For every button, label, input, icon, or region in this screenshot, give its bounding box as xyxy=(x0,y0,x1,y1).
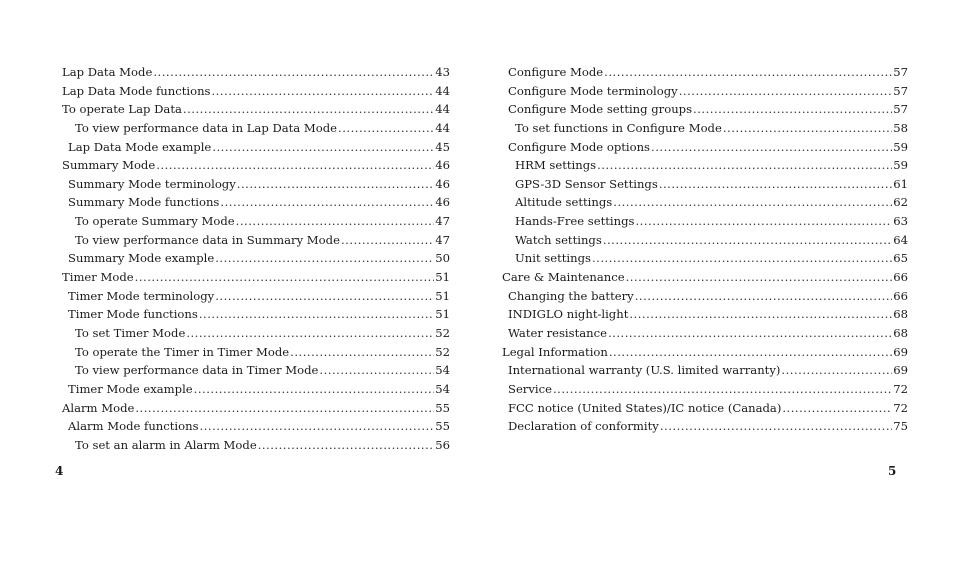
toc-entry[interactable] xyxy=(502,305,908,324)
toc-entry-title: Summary Mode terminology xyxy=(68,176,236,191)
dot-leader xyxy=(635,212,892,231)
toc-entry-title: Water resistance xyxy=(508,325,607,340)
toc-entry-title: Configure Mode setting groups xyxy=(508,102,693,117)
toc-entry-title: INDIGLO night-light xyxy=(508,307,629,322)
dot-leader xyxy=(629,305,892,324)
toc-entry-page: 44 xyxy=(435,83,450,98)
toc-entry-page: 52 xyxy=(435,344,450,359)
toc-entry[interactable] xyxy=(62,63,450,82)
dot-leader xyxy=(608,324,892,343)
toc-entry[interactable] xyxy=(502,138,908,157)
toc-entry-page: 75 xyxy=(893,419,908,434)
toc-entry[interactable] xyxy=(62,287,450,306)
dot-leader xyxy=(604,63,892,82)
toc-entry-page: 72 xyxy=(893,381,908,396)
dot-leader xyxy=(603,231,892,250)
toc-entry[interactable] xyxy=(62,343,450,362)
toc-entry-title: Alarm Mode functions xyxy=(68,419,199,434)
toc-entry[interactable] xyxy=(502,82,908,101)
dot-leader xyxy=(597,156,892,175)
toc-entry[interactable] xyxy=(62,193,450,212)
toc-entry-page: 59 xyxy=(893,158,908,173)
toc-entry[interactable] xyxy=(62,138,450,157)
toc-entry-title: Summary Mode xyxy=(62,158,156,173)
toc-entry-title: To operate Summary Mode xyxy=(75,214,235,229)
dot-leader xyxy=(659,175,892,194)
toc-entry-page: 46 xyxy=(435,195,450,210)
dot-leader xyxy=(194,380,435,399)
toc-entry-page: 56 xyxy=(435,437,450,452)
toc-entry-title: Timer Mode functions xyxy=(68,307,198,322)
dot-leader xyxy=(220,193,434,212)
toc-entry-page: 69 xyxy=(893,344,908,359)
dot-leader xyxy=(782,399,892,418)
toc-entry-title: Unit settings xyxy=(515,251,591,266)
toc-entry-page: 57 xyxy=(893,102,908,117)
toc-entry[interactable] xyxy=(62,436,450,455)
toc-entry[interactable] xyxy=(62,305,450,324)
dot-leader xyxy=(215,249,434,268)
toc-entry-page: 51 xyxy=(435,288,450,303)
dot-leader xyxy=(156,156,434,175)
toc-entry[interactable] xyxy=(62,156,450,175)
dot-leader xyxy=(626,268,893,287)
toc-entry[interactable] xyxy=(502,100,908,119)
right-page xyxy=(477,0,954,573)
toc-entry-title: To set Timer Mode xyxy=(75,325,186,340)
toc-entry[interactable] xyxy=(62,361,450,380)
toc-entry[interactable] xyxy=(502,119,908,138)
dot-leader xyxy=(693,100,892,119)
dot-leader xyxy=(290,343,434,362)
toc-entry-page: 54 xyxy=(435,363,450,378)
toc-entry-page: 58 xyxy=(893,120,908,135)
toc-entry[interactable] xyxy=(62,231,450,250)
toc-entry-page: 68 xyxy=(893,307,908,322)
toc-entry-page: 52 xyxy=(435,325,450,340)
dot-leader xyxy=(635,287,893,306)
toc-entry-title: Watch settings xyxy=(515,232,602,247)
toc-entry-page: 66 xyxy=(893,288,908,303)
toc-entry-title: Timer Mode example xyxy=(68,381,193,396)
toc-entry[interactable] xyxy=(502,193,908,212)
dot-leader xyxy=(236,212,435,231)
toc-entry-title: Hands-Free settings xyxy=(515,214,635,229)
toc-entry-title: Configure Mode terminology xyxy=(508,83,678,98)
toc-list-left xyxy=(62,63,450,454)
dot-leader xyxy=(319,361,434,380)
dot-leader xyxy=(153,63,434,82)
toc-entry-title: Configure Mode options xyxy=(508,139,651,154)
toc-entry-title: Declaration of conformity xyxy=(508,419,659,434)
dot-leader xyxy=(237,175,434,194)
dot-leader xyxy=(679,82,893,101)
dot-leader xyxy=(613,193,892,212)
toc-entry-title: Timer Mode xyxy=(62,270,134,285)
toc-entry-page: 45 xyxy=(435,139,450,154)
dot-leader xyxy=(215,287,434,306)
toc-entry-page: 57 xyxy=(893,83,908,98)
toc-entry-page: 72 xyxy=(893,400,908,415)
toc-entry-page: 43 xyxy=(435,65,450,79)
toc-entry[interactable] xyxy=(62,175,450,194)
toc-entry-page: 68 xyxy=(893,325,908,340)
dot-leader xyxy=(609,343,892,362)
toc-entry[interactable] xyxy=(62,212,450,231)
toc-entry-page: 55 xyxy=(435,419,450,434)
toc-entry-title: Timer Mode terminology xyxy=(68,288,215,303)
toc-entry[interactable] xyxy=(62,268,450,287)
page-number-left: 4 xyxy=(55,464,64,478)
toc-entry[interactable] xyxy=(502,324,908,343)
toc-entry-title: To operate Lap Data xyxy=(62,102,182,117)
toc-entry-title: Altitude settings xyxy=(515,195,613,210)
toc-entry-title: Lap Data Mode xyxy=(62,65,153,79)
toc-entry-page: 65 xyxy=(893,251,908,266)
toc-entry-page: 50 xyxy=(435,251,450,266)
toc-entry-title: Summary Mode example xyxy=(68,251,215,266)
page-number-right: 5 xyxy=(888,464,897,478)
toc-entry[interactable] xyxy=(502,417,908,436)
toc-entry-title: To view performance data in Summary Mode xyxy=(75,232,340,247)
toc-entry[interactable] xyxy=(502,343,908,362)
dot-leader xyxy=(592,249,892,268)
toc-entry-page: 63 xyxy=(893,214,908,229)
toc-entry[interactable] xyxy=(62,100,450,119)
toc-entry-page: 62 xyxy=(893,195,908,210)
toc-entry[interactable] xyxy=(502,231,908,250)
dot-leader xyxy=(186,324,434,343)
toc-entry[interactable] xyxy=(502,399,908,418)
toc-entry-title: Lap Data Mode example xyxy=(68,139,212,154)
toc-entry-title: Lap Data Mode functions xyxy=(62,83,211,98)
toc-entry-title: GPS-3D Sensor Settings xyxy=(515,176,658,191)
toc-entry-title: To set an alarm in Alarm Mode xyxy=(75,437,257,452)
dot-leader xyxy=(200,417,435,436)
dot-leader xyxy=(651,138,892,157)
toc-entry-title: International warranty (U.S. limited warranty) xyxy=(508,363,781,378)
toc-entry-title: Alarm Mode xyxy=(62,400,135,415)
toc-entry-page: 47 xyxy=(435,214,450,229)
toc-entry-page: 54 xyxy=(435,381,450,396)
toc-entry-page: 47 xyxy=(435,232,450,247)
toc-entry[interactable] xyxy=(62,82,450,101)
toc-entry[interactable] xyxy=(502,380,908,399)
toc-entry-title: To operate the Timer in Timer Mode xyxy=(75,344,290,359)
toc-entry[interactable] xyxy=(502,268,908,287)
toc-entry-page: 57 xyxy=(893,65,908,79)
toc-entry-page: 46 xyxy=(435,176,450,191)
dot-leader xyxy=(781,361,892,380)
toc-entry[interactable] xyxy=(502,361,908,380)
toc-entry-title: FCC notice (United States)/IC notice (Canada) xyxy=(508,400,782,415)
dot-leader xyxy=(258,436,435,455)
toc-entry[interactable] xyxy=(502,212,908,231)
toc-entry[interactable] xyxy=(62,399,450,418)
toc-entry[interactable] xyxy=(62,417,450,436)
dot-leader xyxy=(723,119,892,138)
toc-entry[interactable] xyxy=(502,287,908,306)
toc-entry-page: 69 xyxy=(893,363,908,378)
toc-entry-page: 51 xyxy=(435,270,450,285)
dot-leader xyxy=(135,399,434,418)
toc-entry-page: 44 xyxy=(435,120,450,135)
toc-entry-title: To view performance data in Timer Mode xyxy=(75,363,319,378)
dot-leader xyxy=(199,305,434,324)
toc-entry[interactable] xyxy=(62,249,450,268)
toc-entry-page: 59 xyxy=(893,139,908,154)
toc-entry-title: Care & Maintenance xyxy=(502,270,625,285)
toc-entry-title: Configure Mode xyxy=(508,65,604,79)
toc-entry[interactable] xyxy=(62,380,450,399)
toc-list-right xyxy=(502,63,908,436)
dot-leader xyxy=(338,119,434,138)
dot-leader xyxy=(212,138,434,157)
toc-entry[interactable] xyxy=(502,156,908,175)
dot-leader xyxy=(183,100,434,119)
dot-leader xyxy=(135,268,435,287)
dot-leader xyxy=(553,380,892,399)
toc-entry-page: 64 xyxy=(893,232,908,247)
toc-entry-page: 44 xyxy=(435,102,450,117)
toc-entry-page: 55 xyxy=(435,400,450,415)
toc-entry[interactable] xyxy=(62,119,450,138)
toc-entry-title: Service xyxy=(508,381,552,396)
dot-leader xyxy=(211,82,434,101)
toc-entry-page: 61 xyxy=(893,176,908,191)
toc-entry-title: HRM settings xyxy=(515,158,597,173)
toc-entry-page: 46 xyxy=(435,158,450,173)
toc-entry-title: To set functions in Configure Mode xyxy=(515,120,722,135)
toc-entry[interactable] xyxy=(502,175,908,194)
dot-leader xyxy=(660,417,892,436)
dot-leader xyxy=(341,231,434,250)
toc-entry-page: 66 xyxy=(893,270,908,285)
toc-entry-title: To view performance data in Lap Data Mode xyxy=(75,120,338,135)
toc-entry-title: Legal Information xyxy=(502,344,608,359)
toc-entry[interactable] xyxy=(502,249,908,268)
toc-entry[interactable] xyxy=(502,63,908,82)
toc-entry-title: Summary Mode functions xyxy=(68,195,220,210)
toc-entry[interactable] xyxy=(62,324,450,343)
toc-entry-title: Changing the battery xyxy=(508,288,634,303)
toc-entry-page: 51 xyxy=(435,307,450,322)
